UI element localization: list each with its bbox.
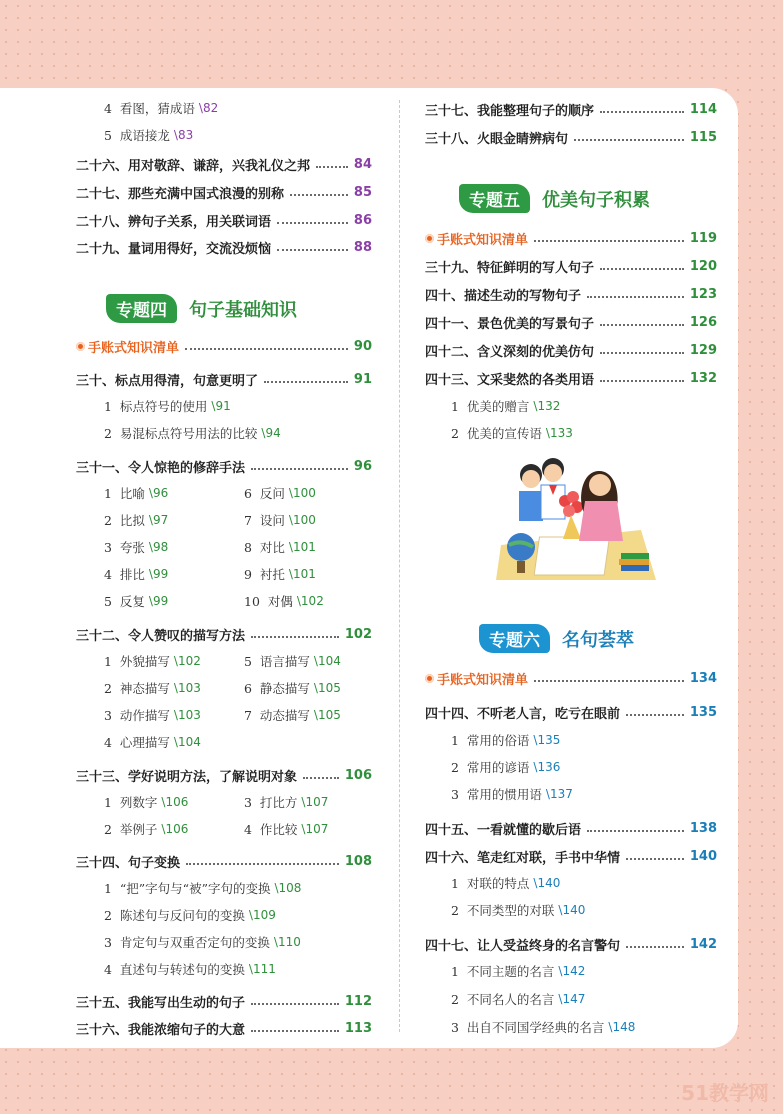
toc-subitem[interactable]: 6 反问 \100 xyxy=(244,485,316,501)
toc-entry[interactable]: 三十九、特征鲜明的写人句子 120 xyxy=(425,258,717,276)
toc-subitem[interactable]: 3 打比方 \107 xyxy=(244,794,329,810)
students-gift-illustration xyxy=(491,455,661,585)
toc-subitem[interactable]: 1 常用的俗语 \135 xyxy=(451,732,561,748)
toc-subitem[interactable]: 10 对偶 \102 xyxy=(244,593,324,609)
toc-entry[interactable]: 四十、描述生动的写物句子 123 xyxy=(425,286,717,304)
toc-subitem[interactable]: 2 优美的宣传语 \133 xyxy=(451,425,573,441)
toc-subitem[interactable]: 7 设问 \100 xyxy=(244,512,316,528)
toc-subitem[interactable]: 1 列数字 \106 xyxy=(104,794,189,810)
toc-entry[interactable]: 四十四、不听老人言，吃亏在眼前 135 xyxy=(425,704,717,722)
toc-entry[interactable]: 二十七、那些充满中国式浪漫的别称 85 xyxy=(76,184,372,202)
watermark: 51教学网 xyxy=(681,1081,769,1105)
toc-entry[interactable]: 三十五、我能写出生动的句子 112 xyxy=(76,993,372,1011)
toc-subitem[interactable]: 2 举例子 \106 xyxy=(104,821,189,837)
toc-entry[interactable]: 四十一、景色优美的写景句子 126 xyxy=(425,314,717,332)
toc-subitem[interactable]: 8 对比 \101 xyxy=(244,539,316,555)
toc-entry[interactable]: 三十三、学好说明方法，了解说明对象 106 xyxy=(76,767,372,785)
toc-entry[interactable]: 三十八、火眼金睛辨病句 115 xyxy=(425,129,717,147)
toc-subitem[interactable]: 3 夸张 \98 xyxy=(104,539,169,555)
knowledge-checklist-entry[interactable]: 手账式知识清单 90 xyxy=(76,334,372,358)
bullet-icon xyxy=(425,234,434,243)
toc-subitem[interactable]: 1 标点符号的使用 \91 xyxy=(104,398,231,414)
toc-entry[interactable]: 四十五、一看就懂的歇后语 138 xyxy=(425,820,717,838)
toc-subitem[interactable]: 1 不同主题的名言 \142 xyxy=(451,963,586,979)
toc-entry[interactable]: 三十四、句子变换 108 xyxy=(76,853,372,871)
toc-subitem[interactable]: 6 静态描写 \105 xyxy=(244,680,341,696)
toc-entry[interactable]: 四十三、文采斐然的各类用语 132 xyxy=(425,370,717,388)
bullet-icon xyxy=(76,342,85,351)
toc-entry[interactable]: 二十九、量词用得好，交流没烦恼 88 xyxy=(76,239,372,257)
toc-subitem[interactable]: 3 动作描写 \103 xyxy=(104,707,201,723)
toc-subitem[interactable]: 2 易混标点符号用法的比较 \94 xyxy=(104,425,281,441)
toc-subitem[interactable]: 5 反复 \99 xyxy=(104,593,169,609)
topic-title: 句子基础知识 xyxy=(189,299,297,321)
toc-subitem[interactable]: 2 常用的谚语 \136 xyxy=(451,759,561,775)
toc-subitem[interactable]: 1 “把”字句与“被”字句的变换 \108 xyxy=(104,880,302,896)
toc-entry[interactable]: 四十二、含义深刻的优美仿句 129 xyxy=(425,342,717,360)
topic-badge: 专题六 xyxy=(479,624,550,653)
topic-badge: 专题四 xyxy=(106,294,177,323)
topic-header-5 xyxy=(459,184,650,213)
toc-entry[interactable]: 二十六、用对敬辞、谦辞，兴我礼仪之邦 84 xyxy=(76,156,372,174)
toc-subitem[interactable]: 2 陈述句与反问句的变换 \109 xyxy=(104,907,276,923)
toc-subitem[interactable]: 7 动态描写 \105 xyxy=(244,707,341,723)
toc-subitem[interactable]: 4 排比 \99 xyxy=(104,566,169,582)
bullet-icon xyxy=(425,674,434,683)
toc-subitem[interactable]: 2 比拟 \97 xyxy=(104,512,169,528)
toc-entry[interactable]: 四十七、让人受益终身的名言警句 142 xyxy=(425,936,717,954)
toc-entry[interactable]: 三十六、我能浓缩句子的大意 113 xyxy=(76,1020,372,1038)
topic-header-6 xyxy=(479,624,634,653)
toc-entry[interactable]: 三十、标点用得清，句意更明了 91 xyxy=(76,371,372,389)
topic-badge: 专题五 xyxy=(459,184,530,213)
toc-entry[interactable]: 二十八、辨句子关系，用关联词语 86 xyxy=(76,212,372,230)
column-divider xyxy=(399,100,400,1032)
toc-subitem[interactable]: 9 衬托 \101 xyxy=(244,566,316,582)
toc-subitem[interactable]: 1 外貌描写 \102 xyxy=(104,653,201,669)
toc-subitem[interactable]: 1 比喻 \96 xyxy=(104,485,169,501)
toc-subitem[interactable]: 2 神态描写 \103 xyxy=(104,680,201,696)
toc-subitem[interactable]: 3 肯定句与双重否定句的变换 \110 xyxy=(104,934,301,950)
toc-subitem[interactable]: 4 直述句与转述句的变换 \111 xyxy=(104,961,276,977)
topic-title: 优美句子积累 xyxy=(542,189,650,211)
toc-subitem[interactable]: 5 成语接龙 \83 xyxy=(104,127,194,143)
toc-subitem[interactable]: 4 心理描写 \104 xyxy=(104,734,201,750)
toc-subitem[interactable]: 1 对联的特点 \140 xyxy=(451,875,561,891)
knowledge-checklist-entry[interactable]: 手账式知识清单 134 xyxy=(425,666,717,690)
toc-subitem[interactable]: 2 不同类型的对联 \140 xyxy=(451,902,586,918)
knowledge-checklist-entry[interactable]: 手账式知识清单 119 xyxy=(425,226,717,250)
toc-subitem[interactable]: 2 不同名人的名言 \147 xyxy=(451,991,586,1007)
toc-entry[interactable]: 三十七、我能整理句子的顺序 114 xyxy=(425,101,717,119)
toc-subitem[interactable]: 1 优美的赠言 \132 xyxy=(451,398,561,414)
toc-entry[interactable]: 三十二、令人赞叹的描写方法 102 xyxy=(76,626,372,644)
topic-header-4 xyxy=(106,294,297,323)
toc-subitem[interactable]: 4 看图，猜成语 \82 xyxy=(104,100,219,116)
toc-entry[interactable]: 三十一、令人惊艳的修辞手法 96 xyxy=(76,458,372,476)
toc-subitem[interactable]: 3 常用的惯用语 \137 xyxy=(451,786,573,802)
toc-entry[interactable]: 四十六、笔走红对联，手书中华情 140 xyxy=(425,848,717,866)
toc-subitem[interactable]: 3 出自不同国学经典的名言 \148 xyxy=(451,1019,636,1035)
topic-title: 名句荟萃 xyxy=(562,629,634,651)
toc-subitem[interactable]: 4 作比较 \107 xyxy=(244,821,329,837)
toc-subitem[interactable]: 5 语言描写 \104 xyxy=(244,653,341,669)
